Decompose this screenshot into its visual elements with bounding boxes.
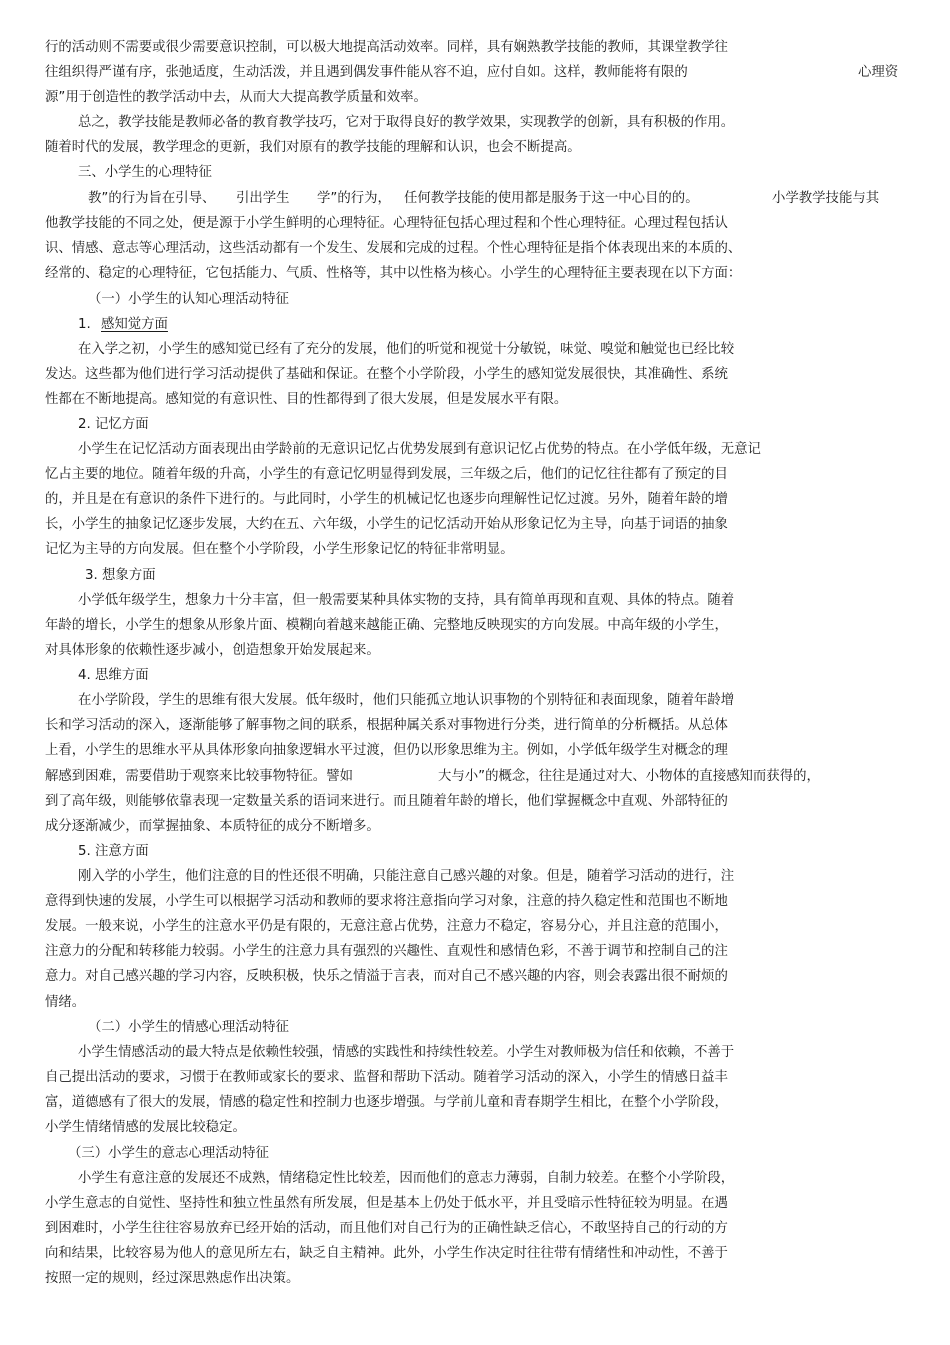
text-line: 发达。这些都为他们进行学习活动提供了基础和保证。在整个小学阶段，小学生的感知觉发展很快，其准确性、系统 [45,367,728,382]
text-line: 注意力的分配和转移能力较弱。小学生的注意力具有强烈的兴趣性、直观性和感情色彩，不善于调节和控制自己的注 [45,944,728,959]
text-line: 教”的行为旨在引导、 [88,191,216,206]
text-line: 解感到困难，需要借助于观察来比较事物特征。譬如 [45,769,353,784]
text-line: 富，道德感有了很大的发展，情感的稳定性和控制力也逐步增强。与学前儿童和青春期学生相比，在整个小学阶段， [45,1095,728,1110]
text-line: 经常的、稳定的心理特征，它包括能力、气质、性格等，其中以性格为核心。小学生的心理特征主要表现在以下方面： [45,266,742,281]
text-line: 任何教学技能的使用都是服务于这一中心目的的。 [404,191,699,206]
text-line: 上看，小学生的思维水平从具体形象向抽象逻辑水平过渡，但仍以形象思维为主。例如，小学低年级学生对概念的理 [45,743,728,758]
text-line: 在入学之初，小学生的感知觉已经有了充分的发展，他们的听觉和视觉十分敏锐，味觉、嗅觉和触觉也已经比较 [78,342,735,357]
text-line: 意得到快速的发展，小学生可以根据学习活动和教师的要求将注意指向学习对象，注意的持久稳定性和范围也不断地 [45,894,728,909]
item-heading: 5. 注意方面 [78,844,149,859]
text-line: 成分逐渐减少，而掌握抽象、本质特征的成分不断增多。 [45,819,380,834]
item-heading: 4. 思维方面 [78,668,149,683]
text-line: 学”的行为， [317,191,391,206]
text-line: 到困难时，小学生往往容易放弃已经开始的活动，而且他们对自己行为的正确性缺乏信心，不敢坚持自己的行动的方 [45,1221,728,1236]
subsection-heading: （二）小学生的情感心理活动特征 [88,1020,289,1035]
text-line: 长，小学生的抽象记忆逐步发展，大约在五、六年级，小学生的记忆活动开始从形象记忆为主导，向基于词语的抽象 [45,517,728,532]
section-heading: 三、小学生的心理特征 [78,165,212,180]
text-line: 长和学习活动的深入，逐渐能够了解事物之间的联系，根据种属关系对事物进行分类，进行简单的分析概括。从总体 [45,718,728,733]
item-heading: 感知觉方面 [101,317,168,332]
text-line: 年龄的增长，小学生的想象从形象片面、模糊向着越来越能正确、完整地反映现实的方向发展。中高年级的小学生， [45,618,728,633]
text-line: 小学生有意注意的发展还不成熟，情绪稳定性比较差，因而他们的意志力薄弱，自制力较差。在整个小学阶段， [78,1171,735,1186]
text-line: 的，并且是在有意识的条件下进行的。与此同时，小学生的机械记忆也逐步向理解性记忆过渡。另外，随着年龄的增 [45,492,728,507]
text-line: 大与小”的概念，往往是通过对大、小物体的直接感知而获得的， [438,769,820,784]
text-line: 小学生情感活动的最大特点是依赖性较强，情感的实践性和持续性较差。小学生对教师极为信任和依赖，不善于 [78,1045,735,1060]
text-line: 在小学阶段，学生的思维有很大发展。低年级时，他们只能孤立地认识事物的个别特征和表面现象，随着年龄增 [78,693,735,708]
text-line: 记忆为主导的方向发展。但在整个小学阶段，小学生形象记忆的特征非常明显。 [45,542,514,557]
item-heading: 3. 想象方面 [85,568,156,583]
text-line: 对具体形象的依赖性逐步减小，创造想象开始发展起来。 [45,643,380,658]
subsection-heading: （一）小学生的认知心理活动特征 [88,292,289,307]
text-line: 他教学技能的不同之处，便是源于小学生鲜明的心理特征。心理特征包括心理过程和个性心理特征。心理过程包括认 [45,216,728,231]
text-line: 发展。一般来说，小学生的注意水平仍是有限的，无意注意占优势，注意力不稳定，容易分心，并且注意的范围小， [45,919,728,934]
text-line: 识、情感、意志等心理活动，这些活动都有一个发生、发展和完成的过程。个性心理特征是指个体表现出来的本质的、 [45,241,742,256]
text-line: 小学生情绪情感的发展比较稳定。 [45,1120,246,1135]
text-line: 意力。对自己感兴趣的学习内容，反映积极，快乐之情溢于言表，而对自己不感兴趣的内容，则会表露出很不耐烦的 [45,969,728,984]
text-line: 按照一定的规则，经过深思熟虑作出决策。 [45,1271,300,1286]
text-line: 往组织得严谨有序，张弛适度，生动活泼，并且遇到偶发事件能从容不迫，应付自如。这样，教师能将有限的 [45,65,688,80]
text-line: 性都在不断地提高。感知觉的有意识性、目的性都得到了很大发展，但是发展水平有限。 [45,392,568,407]
text-line: 行的活动则不需要或很少需要意识控制，可以极大地提高活动效率。同样，具有娴熟教学技能的教师，其课堂教学往 [45,40,728,55]
text-line: 自己提出活动的要求，习惯于在教师或家长的要求、监督和帮助下活动。随着学习活动的深入，小学生的情感日益丰 [45,1070,728,1085]
text-line: 心理资 [858,65,899,80]
text-line: 向和结果，比较容易为他人的意见所左右，缺乏自主精神。此外，小学生作决定时往往带有情绪性和冲动性，不善于 [45,1246,728,1261]
subsection-heading: （三）小学生的意志心理活动特征 [68,1146,269,1161]
text-line: 总之，教学技能是教师必备的教育教学技巧，它对于取得良好的教学效果，实现教学的创新，具有积极的作用。 [78,115,735,130]
text-line: 忆占主要的地位。随着年级的升高，小学生的有意记忆明显得到发展，三年级之后，他们的记忆往往都有了预定的目 [45,467,728,482]
text-line: 情绪。 [45,995,86,1010]
text-line: 小学低年级学生，想象力十分丰富，但一般需要某种具体实物的支持，具有简单再现和直观、具体的特点。随着 [78,593,735,608]
text-line: 到了高年级，则能够依靠表现一定数量关系的语词来进行。而且随着年龄的增长，他们掌握概念中直观、外部特征的 [45,794,728,809]
text-line: 刚入学的小学生，他们注意的目的性还很不明确，只能注意自己感兴趣的对象。但是，随着学习活动的进行，注 [78,869,735,884]
item-heading: 2. 记忆方面 [78,417,149,432]
text-line: 小学生在记忆活动方面表现出由学龄前的无意识记忆占优势发展到有意识记忆占优势的特点。在小学低年级，无意记 [78,442,761,457]
text-line: 随着时代的发展，教学理念的更新，我们对原有的教学技能的理解和认识，也会不断提高。 [45,140,581,155]
text-line: 小学教学技能与其 [772,191,880,206]
item-number: 1. [78,317,91,332]
text-line: 小学生意志的自觉性、坚持性和独立性虽然有所发展，但是基本上仍处于低水平，并且受暗示性特征较为明显。在遇 [45,1196,728,1211]
text-line: 引出学生 [236,191,290,206]
text-line: 源”用于创造性的教学活动中去，从而大大提高教学质量和效率。 [45,90,427,105]
